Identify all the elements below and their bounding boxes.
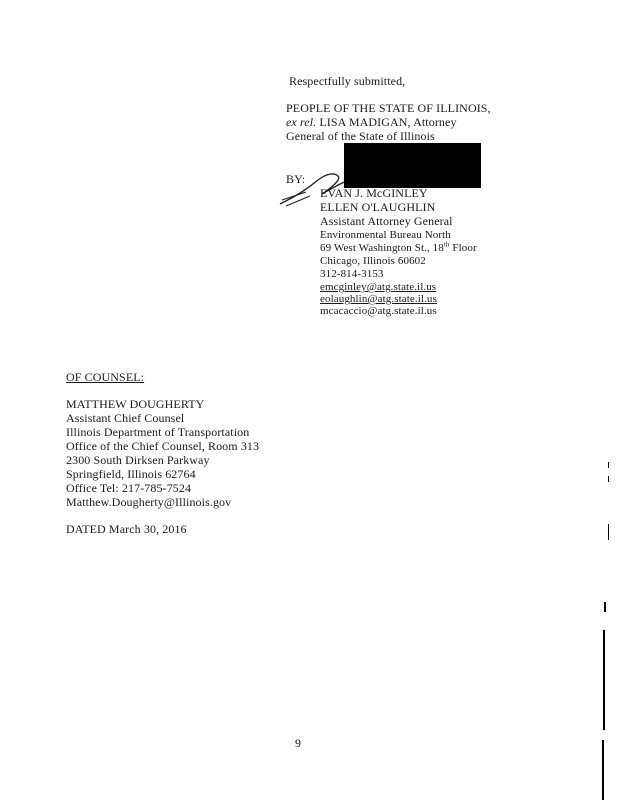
scan-artifact: [608, 462, 609, 468]
counsel-line: Office of the Chief Counsel, Room 313: [66, 439, 260, 453]
party-line-2-rest: LISA MADIGAN, Attorney: [316, 115, 457, 129]
street-floor: Floor: [449, 242, 477, 254]
counsel-email[interactable]: Matthew.Dougherty@Illinois.gov: [66, 495, 232, 509]
scan-artifact: [603, 630, 605, 730]
party-line-2: [286, 116, 457, 129]
attorney-name-2: ELLEN O'LAUGHLIN: [320, 200, 436, 214]
scan-artifact: [604, 602, 606, 612]
page-number: 9: [295, 736, 302, 750]
scan-artifact: [608, 476, 609, 482]
attorney-name-1: EVAN J. McGINLEY: [320, 186, 428, 200]
counsel-line: 2300 South Dirksen Parkway: [66, 453, 210, 467]
redaction-block: [344, 143, 481, 188]
counsel-line: Springfield, Illinois 62764: [66, 467, 196, 481]
counsel-line: Office Tel: 217-785-7524: [66, 481, 192, 495]
attorney-phone: 312-814-3153: [320, 268, 384, 280]
ex-rel-text: ex rel.: [286, 115, 317, 129]
scan-artifact: [608, 524, 609, 540]
party-line-3: General of the State of Illinois: [286, 129, 435, 143]
counsel-line: Assistant Chief Counsel: [66, 411, 185, 425]
email-link[interactable]: emcginley@atg.state.il.us: [320, 281, 437, 293]
party-line-1: PEOPLE OF THE STATE OF ILLINOIS,: [286, 101, 491, 115]
attorney-bureau: Environmental Bureau North: [320, 229, 451, 241]
scan-artifact: [602, 740, 604, 800]
street-sup: th: [443, 240, 450, 249]
attorney-street: [320, 242, 477, 254]
attorney-title: Assistant Attorney General: [320, 214, 453, 228]
dated-line: DATED March 30, 2016: [66, 522, 187, 536]
counsel-line: Illinois Department of Transportation: [66, 425, 250, 439]
by-label: BY:: [286, 172, 306, 186]
counsel-line: MATTHEW DOUGHERTY: [66, 397, 205, 411]
of-counsel-heading: OF COUNSEL:: [66, 370, 145, 384]
email-link[interactable]: mcacaccio@atg.state.il.us: [320, 305, 437, 317]
street-text: 69 West Washington St., 18: [320, 242, 444, 254]
attorney-city: Chicago, Illinois 60602: [320, 255, 426, 267]
email-link[interactable]: eolaughlin@atg.state.il.us: [320, 293, 437, 305]
closing-text: Respectfully submitted,: [289, 74, 406, 88]
